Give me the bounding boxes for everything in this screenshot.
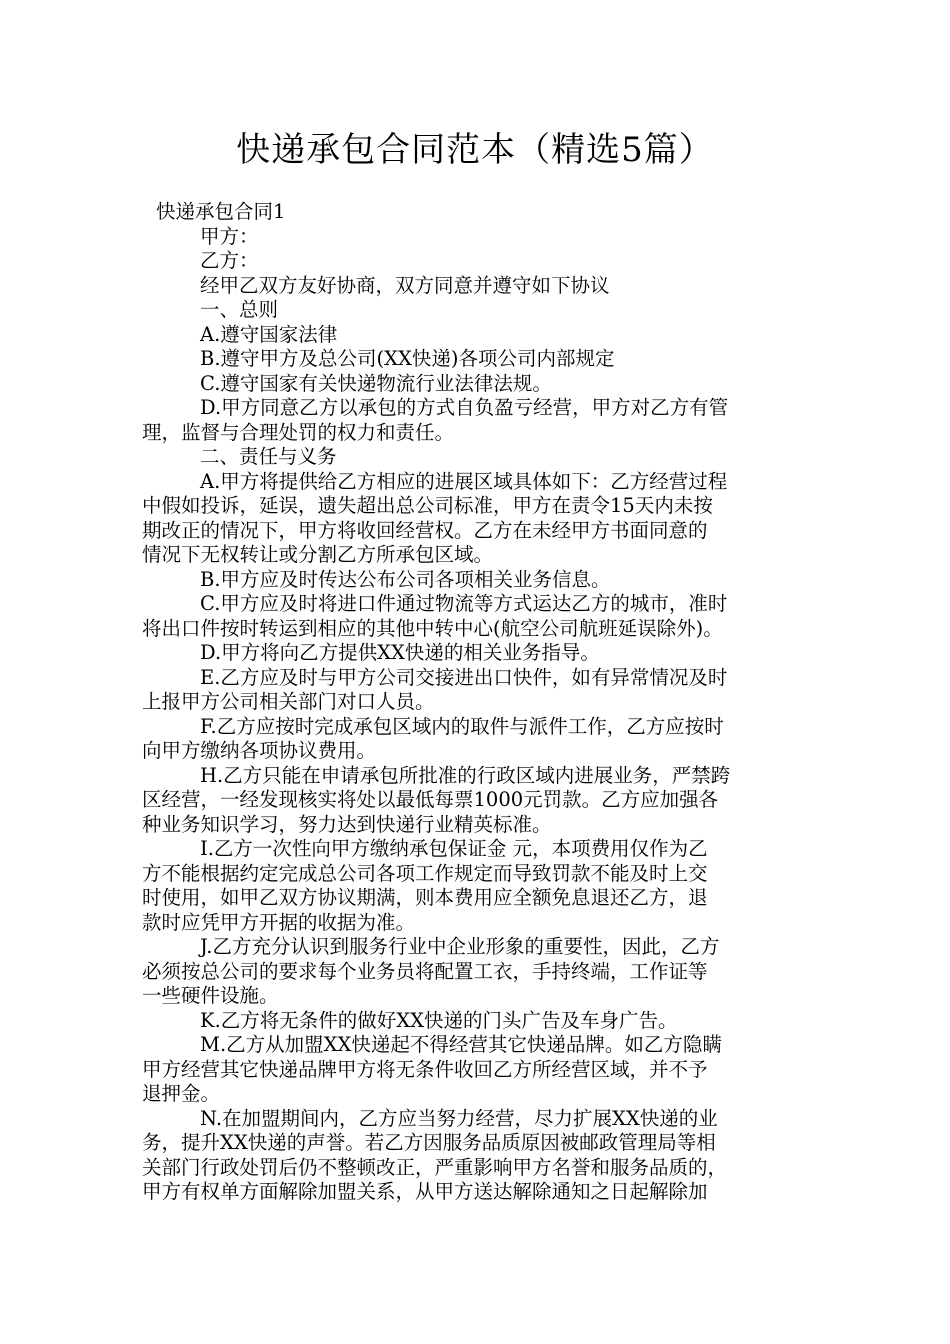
- paragraph-line: J.乙方充分认识到服务行业中企业形象的重要性，因此，乙方: [200, 935, 720, 958]
- paragraph: [142, 470, 810, 568]
- paragraph-line: A.甲方将提供给乙方相应的进展区域具体如下：乙方经营过程: [200, 469, 728, 493]
- paragraph-line: F.乙方应按时完成承包区域内的取件与派件工作，乙方应按时: [200, 714, 724, 738]
- paragraph-line: 期改正的情况下，甲方将收回经营权。乙方在未经甲方书面同意的: [142, 518, 708, 542]
- paragraph: [142, 592, 810, 641]
- paragraph-line: K.乙方将无条件的做好XX快递的门头广告及车身广告。: [200, 1008, 678, 1032]
- paragraph-line: 中假如投诉，延误，遗失超出总公司标准，甲方在责令15天内未按: [142, 494, 713, 517]
- paragraph-line: 乙方：: [200, 249, 259, 272]
- paragraph-line: M.乙方从加盟XX快递起不得经营其它快递品牌。如乙方隐瞒: [200, 1033, 722, 1056]
- paragraph: [142, 666, 810, 715]
- paragraph-line: 甲方：: [200, 224, 259, 248]
- paragraph-line: 经甲乙双方友好协商，双方同意并遵守如下协议: [200, 273, 610, 297]
- paragraph-line: 时使用，如甲乙双方协议期满，则本费用应全额免息退还乙方，退: [142, 886, 708, 909]
- paragraph-line: 上报甲方公司相关部门对口人员。: [142, 690, 435, 713]
- paragraph-line: 甲方经营其它快递品牌甲方将无条件收回乙方所经营区域，并不予: [142, 1057, 708, 1081]
- paragraph: [142, 249, 810, 274]
- paragraph-line: 种业务知识学习，努力达到快递行业精英标准。: [142, 812, 552, 836]
- paragraph: [142, 837, 810, 935]
- paragraph-line: C.甲方应及时将进口件通过物流等方式运达乙方的城市，准时: [200, 592, 728, 615]
- paragraph-line: E.乙方应及时与甲方公司交接进出口快件，如有异常情况及时: [200, 665, 728, 689]
- paragraph-line: 二、责任与义务: [200, 445, 337, 468]
- section-subtitle: 快递承包合同1: [156, 200, 286, 223]
- paragraph: [142, 764, 810, 838]
- paragraph: [142, 298, 810, 323]
- paragraph-line: 理，监督与合理处罚的权力和责任。: [142, 420, 455, 444]
- paragraph-line: C.遵守国家有关快递物流行业法律法规。: [200, 371, 552, 395]
- paragraph: [142, 568, 810, 593]
- paragraph-line: D.甲方同意乙方以承包的方式自负盈亏经营，甲方对乙方有管: [200, 396, 729, 419]
- paragraph-line: D.甲方将向乙方提供XX快递的相关业务指导。: [200, 641, 600, 664]
- paragraph-line: 将出口件按时转运到相应的其他中转中心(航空公司航班延误除外)。: [142, 616, 723, 640]
- document-title: 快递承包合同范本（精选5篇）: [236, 130, 714, 170]
- paragraph: [142, 1009, 810, 1034]
- paragraph: [142, 1033, 810, 1107]
- paragraph-line: A.遵守国家法律: [200, 322, 338, 346]
- paragraph-line: 一些硬件设施。: [142, 984, 279, 1007]
- paragraph: [142, 323, 810, 348]
- paragraph-line: 情况下无权转让或分割乙方所承包区域。: [142, 543, 494, 566]
- paragraph: [142, 715, 810, 764]
- paragraph-line: 向甲方缴纳各项协议费用。: [142, 739, 377, 762]
- paragraph-line: 款时应凭甲方开据的收据为准。: [142, 910, 416, 934]
- paragraph-line: 关部门行政处罚后仍不整顿改正，严重影响甲方名誉和服务品质的，: [142, 1155, 728, 1179]
- paragraph: [142, 372, 810, 397]
- paragraph-line: 甲方有权单方面解除加盟关系，从甲方送达解除通知之日起解除加: [142, 1180, 708, 1203]
- paragraph-line: 退押金。: [142, 1082, 221, 1105]
- paragraph-line: 一、总则: [200, 298, 279, 321]
- paragraph: [142, 225, 810, 250]
- document-body: [142, 200, 810, 1205]
- paragraph-line: B.遵守甲方及总公司(XX快递)各项公司内部规定: [200, 347, 615, 370]
- paragraph-line: I.乙方一次性向甲方缴纳承包保证金 元，本项费用仅作为乙: [200, 837, 708, 860]
- paragraph: [142, 1107, 810, 1205]
- paragraph: [142, 274, 810, 299]
- paragraph: [142, 445, 810, 470]
- paragraph: [142, 641, 810, 666]
- paragraph-line: N.在加盟期间内，乙方应当努力经营，尽力扩展XX快递的业: [200, 1106, 718, 1130]
- paragraph: [142, 347, 810, 372]
- paragraph-line: H.乙方只能在申请承包所批准的行政区域内进展业务，严禁跨: [200, 763, 731, 787]
- paragraph-line: 务，提升XX快递的声誉。若乙方因服务品质原因被邮政管理局等相: [142, 1131, 716, 1154]
- paragraph-line: 必须按总公司的要求每个业务员将配置工衣，手持终端，工作证等: [142, 959, 708, 983]
- paragraph-line: B.甲方应及时传达公布公司各项相关业务信息。: [200, 567, 611, 591]
- paragraph: [142, 935, 810, 1009]
- paragraph-line: 方不能根据约定完成总公司各项工作规定而导致罚款不能及时上交: [142, 861, 708, 885]
- paragraph: [142, 396, 810, 445]
- paragraph-line: 区经营，一经发现核实将处以最低每票1000元罚款。乙方应加强各: [142, 788, 719, 811]
